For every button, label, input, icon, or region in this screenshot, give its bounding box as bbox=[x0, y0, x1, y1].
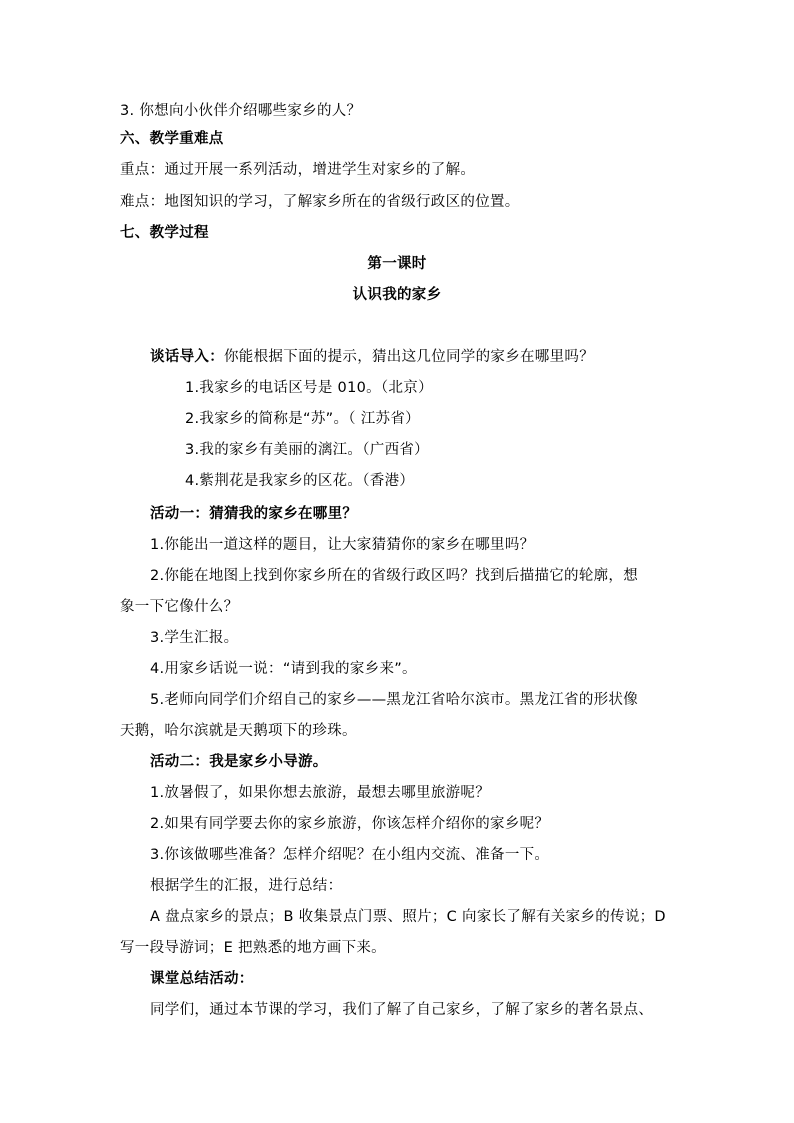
activity-2-item-2: 2.如果有同学要去你的家乡旅游，你该怎样介绍你的家乡呢？ bbox=[150, 816, 550, 832]
hint-2: 2.我家乡的简称是“苏”。（ 江苏省） bbox=[185, 411, 420, 427]
key-point: 重点：通过开展一系列活动，增进学生对家乡的了解。 bbox=[120, 162, 476, 178]
hint-1: 1.我家乡的电话区号是 010。（北京） bbox=[185, 380, 433, 396]
intro-text: 你能根据下面的提示，猜出这几位同学的家乡在哪里吗？ bbox=[224, 349, 594, 365]
question-3: 3. 你想向小伙伴介绍哪些家乡的人？ bbox=[120, 103, 362, 119]
activity-1-item-5b: 天鹅，哈尔滨就是天鹅项下的珍珠。 bbox=[120, 723, 357, 739]
activity-1-item-1: 1.你能出一道这样的题目，让大家猜猜你的家乡在哪里吗？ bbox=[150, 537, 535, 553]
activity-2-item-3: 3.你该做哪些准备？怎样介绍呢？在小组内交流、准备一下。 bbox=[150, 847, 550, 863]
difficult-point: 难点：地图知识的学习，了解家乡所在的省级行政区的位置。 bbox=[120, 194, 520, 210]
class-summary-heading: 课堂总结活动： bbox=[150, 971, 254, 987]
intro-line: 谈话导入：你能根据下面的提示，猜出这几位同学的家乡在哪里吗？ bbox=[150, 349, 594, 365]
activity-1-item-4: 4.用家乡话说一说：“请到我的家乡来”。 bbox=[150, 661, 417, 677]
summary-intro: 根据学生的汇报，进行总结： bbox=[150, 878, 343, 894]
activity-2-heading: 活动二：我是家乡小导游。 bbox=[150, 754, 328, 770]
activity-2-item-1: 1.放暑假了，如果你想去旅游，最想去哪里旅游呢？ bbox=[150, 785, 491, 801]
section-6-heading: 六、教学重难点 bbox=[120, 131, 224, 147]
activity-1-item-3: 3.学生汇报。 bbox=[150, 630, 239, 646]
activity-1-item-2b: 象一下它像什么？ bbox=[120, 599, 239, 615]
hint-3: 3.我的家乡有美丽的漓江。（广西省） bbox=[185, 442, 429, 458]
activity-1-item-5a: 5.老师向同学们介绍自己的家乡——黑龙江省哈尔滨市。黑龙江省的形状像 bbox=[150, 692, 639, 708]
lesson-title: 第一课时 bbox=[367, 256, 427, 272]
lesson-subtitle: 认识我的家乡 bbox=[352, 287, 442, 303]
section-7-heading: 七、教学过程 bbox=[120, 225, 209, 241]
summary-line-a: A 盘点家乡的景点；B 收集景点门票、照片；C 向家长了解有关家乡的传说；D bbox=[150, 909, 666, 925]
activity-1-heading: 活动一：猜猜我的家乡在哪里？ bbox=[150, 506, 358, 522]
activity-1-item-2a: 2.你能在地图上找到你家乡所在的省级行政区吗？找到后描描它的轮廓，想 bbox=[150, 568, 639, 584]
class-summary-text: 同学们，通过本节课的学习，我们了解了自己家乡，了解了家乡的著名景点、 bbox=[150, 1002, 654, 1018]
summary-line-b: 写一段导游词；E 把熟悉的地方画下来。 bbox=[120, 940, 386, 956]
hint-4: 4.紫荆花是我家乡的区花。（香港） bbox=[185, 473, 415, 489]
